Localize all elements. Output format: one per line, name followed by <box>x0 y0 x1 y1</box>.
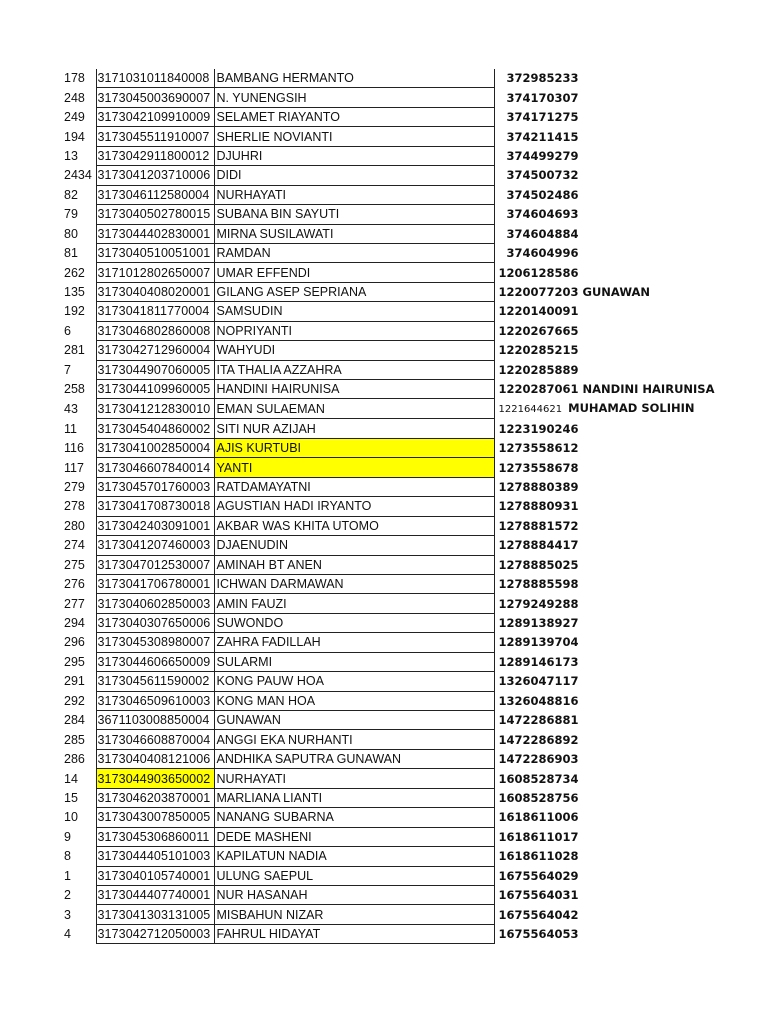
account-cell[interactable] <box>494 166 768 185</box>
account-number: 1220285215 <box>498 343 579 358</box>
nik-cell[interactable]: 3173046509610003 <box>96 691 214 710</box>
row-number-cell[interactable]: 8 <box>64 849 71 864</box>
account-number: 1278880931 <box>498 499 579 514</box>
name-cell[interactable]: DIDI <box>214 166 494 185</box>
account-cell[interactable] <box>494 866 768 885</box>
nik-cell[interactable]: 3173044907060005 <box>96 360 214 379</box>
nik-cell[interactable]: 3173042712050003 <box>96 924 214 943</box>
nik-cell[interactable]: 3173040502780015 <box>96 205 214 224</box>
account-cell[interactable] <box>494 924 768 943</box>
name-cell[interactable]: AMIN FAUZI <box>214 594 494 613</box>
name-cell[interactable]: NURHAYATI <box>214 185 494 204</box>
nik-cell[interactable]: 3173044405101003 <box>96 847 214 866</box>
table-row <box>0 808 768 827</box>
account-cell[interactable] <box>494 672 768 691</box>
table-row <box>0 633 768 652</box>
account-cell[interactable] <box>494 69 768 88</box>
name-cell[interactable]: WAHYUDI <box>214 341 494 360</box>
account-cell[interactable] <box>494 516 768 535</box>
data-table <box>0 69 768 944</box>
account-number: 1675564042 <box>498 907 579 922</box>
row-number-cell[interactable]: 79 <box>64 207 78 222</box>
account-number: 374604884 <box>506 226 579 241</box>
name-cell[interactable]: DJUHRI <box>214 146 494 165</box>
nik-cell[interactable]: 3173042911800012 <box>96 146 214 165</box>
name-cell[interactable]: AKBAR WAS KHITA UTOMO <box>214 516 494 535</box>
account-number: 1618611017 <box>498 829 579 844</box>
nik-cell[interactable]: 3173043007850005 <box>96 808 214 827</box>
table-row <box>0 127 768 146</box>
nik-cell[interactable]: 3173046802860008 <box>96 321 214 340</box>
row-number-cell[interactable]: 4 <box>64 927 71 942</box>
table-row <box>0 341 768 360</box>
account-cell[interactable] <box>494 652 768 671</box>
nik-cell[interactable]: 3671103008850004 <box>96 711 214 730</box>
table-row <box>0 166 768 185</box>
account-cell[interactable] <box>494 633 768 652</box>
account-number: 1220077203 <box>498 285 579 300</box>
nik-cell[interactable]: 3173040307650006 <box>96 613 214 632</box>
nik-cell[interactable]: 3173044903650002 <box>96 769 214 788</box>
name-cell[interactable]: RAMDAN <box>214 243 494 262</box>
name-cell[interactable]: NANANG SUBARNA <box>214 808 494 827</box>
table-row <box>0 205 768 224</box>
nik-cell[interactable]: 3173045003690007 <box>96 88 214 107</box>
table-row <box>0 243 768 262</box>
name-cell[interactable]: N. YUNENGSIH <box>214 88 494 107</box>
table-row <box>0 107 768 126</box>
table-row <box>0 321 768 340</box>
account-number: 1618611006 <box>498 810 579 825</box>
table-row <box>0 282 768 301</box>
nik-cell[interactable]: 3173046112580004 <box>96 185 214 204</box>
nik-cell[interactable]: 3173045308980007 <box>96 633 214 652</box>
account-cell[interactable] <box>494 788 768 807</box>
nik-cell[interactable]: 3173046607840014 <box>96 458 214 477</box>
row-number-cell[interactable]: 82 <box>64 187 78 202</box>
name-cell[interactable]: SITI NUR AZIJAH <box>214 419 494 438</box>
account-note: GUNAWAN <box>582 285 651 300</box>
account-cell[interactable] <box>494 263 768 282</box>
name-cell[interactable]: KAPILATUN NADIA <box>214 847 494 866</box>
name-cell[interactable]: SUWONDO <box>214 613 494 632</box>
nik-cell[interactable]: 3173041811770004 <box>96 302 214 321</box>
account-number: 1289146173 <box>498 654 579 669</box>
account-number: 1618611028 <box>498 849 579 864</box>
account-number: 1472286903 <box>498 752 579 767</box>
row-number-cell[interactable]: 3 <box>64 907 71 922</box>
row-number-cell[interactable]: 286 <box>64 752 85 767</box>
table-body <box>0 69 768 944</box>
table-row <box>0 302 768 321</box>
row-number-cell[interactable]: 135 <box>64 285 85 300</box>
account-cell[interactable] <box>494 399 768 419</box>
table-row <box>0 749 768 768</box>
name-cell[interactable]: KONG MAN HOA <box>214 691 494 710</box>
account-cell[interactable] <box>494 360 768 379</box>
row-number-cell[interactable]: 285 <box>64 732 85 747</box>
table-row <box>0 419 768 438</box>
row-number-cell[interactable]: 14 <box>64 771 78 786</box>
name-cell[interactable]: ZAHRA FADILLAH <box>214 633 494 652</box>
account-cell[interactable] <box>494 691 768 710</box>
row-number-cell[interactable]: 248 <box>64 90 85 105</box>
table-row <box>0 847 768 866</box>
table-row <box>0 458 768 477</box>
row-number-cell[interactable]: 258 <box>64 382 85 397</box>
account-cell[interactable] <box>494 594 768 613</box>
nik-cell[interactable]: 3173045611590002 <box>96 672 214 691</box>
row-number-cell[interactable]: 13 <box>64 148 78 163</box>
account-cell[interactable] <box>494 224 768 243</box>
nik-cell[interactable]: 3173040510051001 <box>96 243 214 262</box>
nik-cell[interactable]: 3171031011840008 <box>96 69 214 88</box>
name-cell[interactable]: SULARMI <box>214 652 494 671</box>
account-number: 374502486 <box>506 187 579 202</box>
account-number: 1273558678 <box>498 460 579 475</box>
row-number-cell[interactable]: 279 <box>64 479 85 494</box>
account-cell[interactable] <box>494 341 768 360</box>
table-row <box>0 827 768 846</box>
account-number: 1675564031 <box>498 888 579 903</box>
table-row <box>0 516 768 535</box>
account-number: 1278881572 <box>498 518 579 533</box>
name-cell[interactable]: RATDAMAYATNI <box>214 477 494 496</box>
nik-cell[interactable]: 3173045701760003 <box>96 477 214 496</box>
account-cell[interactable] <box>494 107 768 126</box>
row-number-cell[interactable]: 178 <box>64 71 85 86</box>
account-number: 374170307 <box>506 90 579 105</box>
table-row <box>0 672 768 691</box>
account-cell[interactable] <box>494 769 768 788</box>
name-cell[interactable]: SUBANA BIN SAYUTI <box>214 205 494 224</box>
nik-cell[interactable]: 3173046203870001 <box>96 788 214 807</box>
table-row <box>0 380 768 399</box>
account-number: 372985233 <box>506 71 579 86</box>
name-cell[interactable]: SAMSUDIN <box>214 302 494 321</box>
table-row <box>0 594 768 613</box>
name-cell[interactable]: AMINAH BT ANEN <box>214 555 494 574</box>
nik-cell[interactable]: 3173044606650009 <box>96 652 214 671</box>
nik-cell[interactable]: 3173040105740001 <box>96 866 214 885</box>
name-cell[interactable]: DJAENUDIN <box>214 536 494 555</box>
account-number: 1220285889 <box>498 362 579 377</box>
nik-cell[interactable]: 3173040602850003 <box>96 594 214 613</box>
row-number-cell[interactable]: 275 <box>64 557 85 572</box>
name-cell[interactable]: AGUSTIAN HADI IRYANTO <box>214 497 494 516</box>
row-number-cell[interactable]: 276 <box>64 577 85 592</box>
nik-cell[interactable]: 3173040408020001 <box>96 282 214 301</box>
table-row <box>0 885 768 904</box>
account-cell[interactable] <box>494 613 768 632</box>
account-number: 1278885025 <box>498 557 579 572</box>
table-row <box>0 866 768 885</box>
account-number: 1278880389 <box>498 479 579 494</box>
table-row <box>0 711 768 730</box>
account-cell[interactable] <box>494 574 768 593</box>
name-cell[interactable]: KONG PAUW HOA <box>214 672 494 691</box>
account-number: 1289139704 <box>498 635 579 650</box>
account-cell[interactable] <box>494 380 768 399</box>
account-cell[interactable] <box>494 282 768 301</box>
row-number-cell[interactable]: 295 <box>64 654 85 669</box>
account-cell[interactable] <box>494 243 768 262</box>
name-cell[interactable]: HANDINI HAIRUNISA <box>214 380 494 399</box>
account-cell[interactable] <box>494 185 768 204</box>
account-number: 374604996 <box>506 246 579 261</box>
account-number: 1278885598 <box>498 577 579 592</box>
name-cell[interactable]: EMAN SULAEMAN <box>214 399 494 419</box>
row-number-cell[interactable]: 15 <box>64 790 78 805</box>
row-number-cell[interactable]: 43 <box>64 401 78 416</box>
table-row <box>0 263 768 282</box>
account-cell[interactable] <box>494 127 768 146</box>
row-number-cell[interactable]: 10 <box>64 810 78 825</box>
name-cell[interactable]: ITA THALIA AZZAHRA <box>214 360 494 379</box>
nik-cell[interactable]: 3173047012530007 <box>96 555 214 574</box>
table-row <box>0 613 768 632</box>
account-cell[interactable] <box>494 827 768 846</box>
name-cell[interactable]: DEDE MASHENI <box>214 827 494 846</box>
row-number-cell[interactable]: 262 <box>64 265 85 280</box>
account-number: 1273558612 <box>498 441 579 456</box>
row-number-cell[interactable]: 296 <box>64 635 85 650</box>
account-cell[interactable] <box>494 477 768 496</box>
row-number-cell[interactable]: 7 <box>64 362 71 377</box>
row-number-cell[interactable]: 274 <box>64 538 85 553</box>
table-row <box>0 224 768 243</box>
account-number: 1289138927 <box>498 616 579 631</box>
name-cell[interactable]: NUR HASANAH <box>214 885 494 904</box>
table-row <box>0 730 768 749</box>
table-row <box>0 477 768 496</box>
nik-cell[interactable]: 3173042109910009 <box>96 107 214 126</box>
row-number-cell[interactable]: 284 <box>64 713 85 728</box>
nik-cell[interactable]: 3173041002850004 <box>96 438 214 457</box>
nik-cell[interactable]: 3173045404860002 <box>96 419 214 438</box>
row-number-cell[interactable]: 2 <box>64 888 71 903</box>
name-cell[interactable]: MARLIANA LIANTI <box>214 788 494 807</box>
account-cell[interactable] <box>494 302 768 321</box>
account-number: 1675564053 <box>498 927 579 942</box>
account-cell[interactable] <box>494 146 768 165</box>
table-row <box>0 399 768 419</box>
row-number-cell[interactable]: 9 <box>64 829 71 844</box>
nik-cell[interactable]: 3173046608870004 <box>96 730 214 749</box>
row-number-cell[interactable]: 2434 <box>64 168 92 183</box>
account-cell[interactable] <box>494 847 768 866</box>
row-number-cell[interactable]: 1 <box>64 868 71 883</box>
nik-cell[interactable]: 3173041706780001 <box>96 574 214 593</box>
account-number: 1326047117 <box>498 674 579 689</box>
nik-cell[interactable]: 3173044109960005 <box>96 380 214 399</box>
name-cell[interactable]: AJIS KURTUBI <box>214 438 494 457</box>
table-row <box>0 788 768 807</box>
row-number-cell[interactable]: 281 <box>64 343 85 358</box>
account-cell[interactable] <box>494 885 768 904</box>
row-number-cell[interactable]: 194 <box>64 129 85 144</box>
account-number: 374500732 <box>506 168 579 183</box>
nik-cell[interactable]: 3173044402830001 <box>96 224 214 243</box>
table-row <box>0 769 768 788</box>
row-number-cell[interactable]: 249 <box>64 110 85 125</box>
table-row <box>0 691 768 710</box>
row-number-cell[interactable]: 292 <box>64 693 85 708</box>
nik-cell[interactable]: 3173041303131005 <box>96 905 214 924</box>
table-row <box>0 146 768 165</box>
row-number-cell[interactable]: 117 <box>64 460 84 475</box>
table-row <box>0 438 768 457</box>
account-cell[interactable] <box>494 808 768 827</box>
account-cell[interactable] <box>494 536 768 555</box>
account-number: 1220140091 <box>498 304 579 319</box>
account-number: 374211415 <box>506 129 579 144</box>
account-number: 1675564029 <box>498 868 579 883</box>
row-number-cell[interactable]: 81 <box>64 246 78 261</box>
account-number: 1278884417 <box>498 538 579 553</box>
row-number-cell[interactable]: 116 <box>64 441 84 456</box>
account-cell[interactable] <box>494 905 768 924</box>
account-cell[interactable] <box>494 497 768 516</box>
name-cell[interactable]: GUNAWAN <box>214 711 494 730</box>
account-cell[interactable] <box>494 438 768 457</box>
nik-cell[interactable]: 3173041212830010 <box>96 399 214 419</box>
name-cell[interactable]: ANDHIKA SAPUTRA GUNAWAN <box>214 749 494 768</box>
account-cell[interactable] <box>494 458 768 477</box>
account-cell[interactable] <box>494 555 768 574</box>
account-cell[interactable] <box>494 419 768 438</box>
name-cell[interactable]: FAHRUL HIDAYAT <box>214 924 494 943</box>
name-cell[interactable]: MIRNA SUSILAWATI <box>214 224 494 243</box>
account-cell[interactable] <box>494 205 768 224</box>
name-cell[interactable]: YANTI <box>214 458 494 477</box>
account-number: 1220267665 <box>498 323 579 338</box>
name-cell[interactable]: ANGGI EKA NURHANTI <box>214 730 494 749</box>
row-number-cell[interactable]: 11 <box>64 421 77 436</box>
table-row <box>0 652 768 671</box>
row-number-cell[interactable]: 277 <box>64 596 85 611</box>
table-row <box>0 555 768 574</box>
account-number: 374171275 <box>506 110 579 125</box>
nik-cell[interactable]: 3173045306860011 <box>96 827 214 846</box>
name-cell[interactable]: SELAMET RIAYANTO <box>214 107 494 126</box>
row-number-cell[interactable]: 294 <box>64 616 85 631</box>
nik-cell[interactable]: 3173042403091001 <box>96 516 214 535</box>
account-number: 1608528756 <box>498 790 579 805</box>
account-number: 1223190246 <box>498 421 579 436</box>
row-number-cell[interactable]: 6 <box>64 323 71 338</box>
account-number: 374499279 <box>506 148 579 163</box>
nik-cell[interactable]: 3173041708730018 <box>96 497 214 516</box>
account-number: 1279249288 <box>498 596 579 611</box>
name-cell[interactable]: SHERLIE NOVIANTI <box>214 127 494 146</box>
account-number: 1472286881 <box>498 713 579 728</box>
account-cell[interactable] <box>494 711 768 730</box>
nik-cell[interactable]: 3173045511910007 <box>96 127 214 146</box>
account-number: 1608528734 <box>498 771 579 786</box>
row-number-cell[interactable]: 278 <box>64 499 85 514</box>
account-cell[interactable] <box>494 749 768 768</box>
name-cell[interactable]: NOPRIYANTI <box>214 321 494 340</box>
table-row <box>0 360 768 379</box>
name-cell[interactable]: ICHWAN DARMAWAN <box>214 574 494 593</box>
table-row <box>0 905 768 924</box>
row-number-cell[interactable]: 80 <box>64 226 78 241</box>
row-number-cell[interactable]: 192 <box>64 304 85 319</box>
account-number: 1221644621 <box>498 403 563 415</box>
nik-cell[interactable]: 3173042712960004 <box>96 341 214 360</box>
account-number: 374604693 <box>506 207 579 222</box>
account-cell[interactable] <box>494 321 768 340</box>
account-cell[interactable] <box>494 730 768 749</box>
table-row <box>0 924 768 943</box>
name-cell[interactable]: MISBAHUN NIZAR <box>214 905 494 924</box>
nik-cell[interactable]: 3173044407740001 <box>96 885 214 904</box>
nik-cell[interactable]: 3173040408121006 <box>96 749 214 768</box>
account-note: NANDINI HAIRUNISA <box>582 382 715 397</box>
table-row <box>0 574 768 593</box>
table-row <box>0 88 768 107</box>
row-number-cell[interactable]: 280 <box>64 518 85 533</box>
account-number: 1206128586 <box>498 265 579 280</box>
name-cell[interactable]: UMAR EFFENDI <box>214 263 494 282</box>
account-number: 1326048816 <box>498 693 579 708</box>
nik-cell[interactable]: 3173041207460003 <box>96 536 214 555</box>
account-note: MUHAMAD SOLIHIN <box>568 400 695 415</box>
name-cell[interactable]: BAMBANG HERMANTO <box>214 69 494 88</box>
nik-cell[interactable]: 3171012802650007 <box>96 263 214 282</box>
table-row <box>0 536 768 555</box>
account-cell[interactable] <box>494 88 768 107</box>
name-cell[interactable]: ULUNG SAEPUL <box>214 866 494 885</box>
name-cell[interactable]: GILANG ASEP SEPRIANA <box>214 282 494 301</box>
row-number-cell[interactable]: 291 <box>64 674 85 689</box>
table-row <box>0 497 768 516</box>
nik-cell[interactable]: 3173041203710006 <box>96 166 214 185</box>
table-row <box>0 185 768 204</box>
account-number: 1220287061 <box>498 382 579 397</box>
table-row <box>0 69 768 88</box>
account-number: 1472286892 <box>498 732 579 747</box>
name-cell[interactable]: NURHAYATI <box>214 769 494 788</box>
